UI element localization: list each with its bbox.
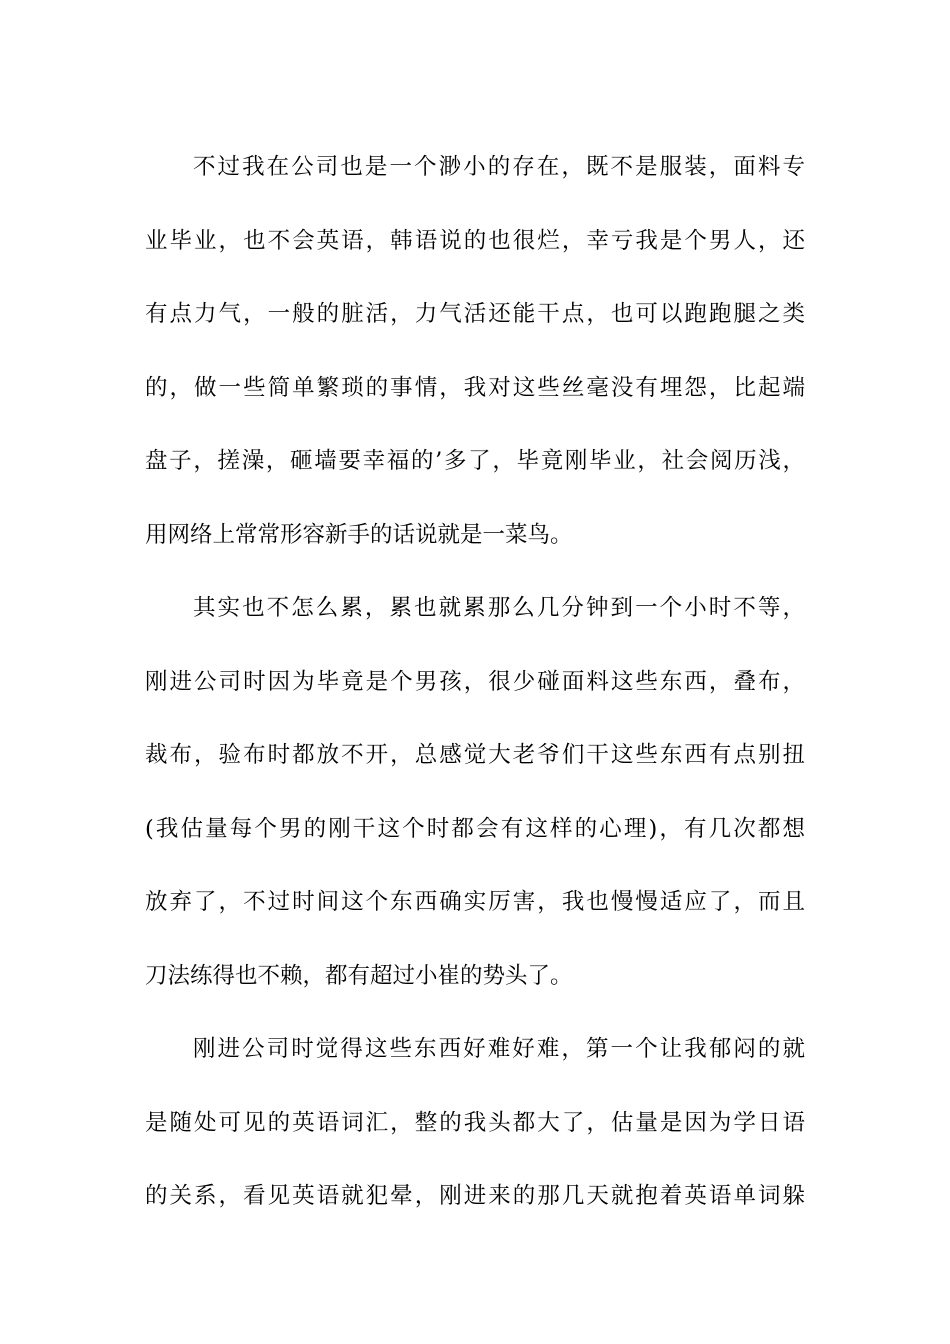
paragraph-line: 放弃了，不过时间这个东西确实厉害，我也慢慢适应了，而且 bbox=[145, 889, 805, 915]
paragraph-line: 是随处可见的英语词汇，整的我头都大了，估量是因为学日语 bbox=[145, 1109, 805, 1136]
paragraph-line: 的，做一些简单繁琐的事情，我对这些丝毫没有埋怨，比起端 bbox=[145, 374, 805, 401]
paragraph-line: 业毕业，也不会英语，韩语说的也很烂，幸亏我是个男人，还 bbox=[145, 227, 805, 254]
paragraph-line: 不过我在公司也是一个渺小的存在，既不是服装，面料专 bbox=[193, 154, 805, 180]
paragraph-1 bbox=[145, 131, 805, 572]
body-text bbox=[145, 131, 805, 1234]
paragraph-line: 裁布，验布时都放不开，总感觉大老爷们干这些东西有点别扭 bbox=[145, 742, 805, 768]
paragraph-2 bbox=[145, 572, 805, 1013]
paragraph-line: 刚进公司时觉得这些东西好难好难，第一个让我郁闷的就 bbox=[193, 1036, 805, 1062]
paragraph-line: 刀法练得也不赖，都有超过小崔的势头了。 bbox=[145, 962, 573, 989]
paragraph-line: (我估量每个男的刚干这个时都会有这样的心理)，有几次都想 bbox=[145, 815, 805, 842]
paragraph-3 bbox=[145, 1013, 805, 1234]
paragraph-line: 用网络上常常形容新手的话说就是一菜鸟。 bbox=[145, 521, 573, 548]
paragraph-line: 刚进公司时因为毕竟是个男孩，很少碰面料这些东西，叠布， bbox=[145, 668, 805, 695]
paragraph-line: 其实也不怎么累，累也就累那么几分钟到一个小时不等， bbox=[193, 595, 805, 621]
paragraph-line: 盘子，搓澡，砸墙要幸福的’多了，毕竟刚毕业，社会阅历浅， bbox=[145, 448, 805, 474]
paragraph-line: 有点力气，一般的脏活，力气活还能干点，也可以跑跑腿之类 bbox=[145, 301, 805, 327]
paragraph-line: 的关系，看见英语就犯晕，刚进来的那几天就抱着英语单词躲 bbox=[145, 1183, 805, 1209]
